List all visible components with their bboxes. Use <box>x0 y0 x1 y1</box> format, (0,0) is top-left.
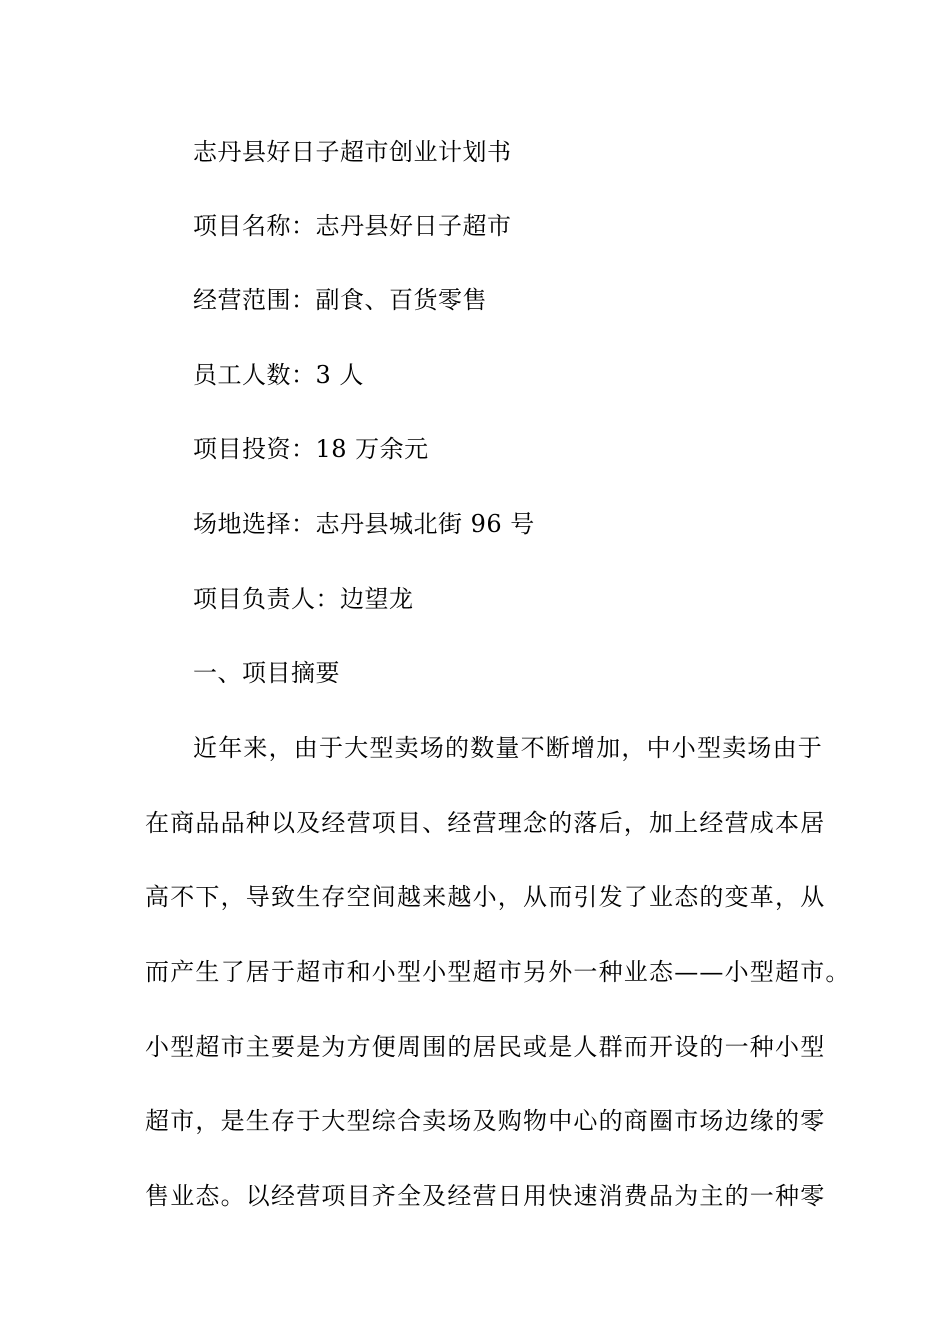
field-staff-count: 员工人数：3 人 <box>193 361 364 389</box>
field-project-lead: 项目负责人：边望龙 <box>193 585 414 613</box>
paragraph-line: 小型超市主要是为方便周围的居民或是人群而开设的一种小型 <box>145 1033 826 1061</box>
paragraph-line: 高不下，导致生存空间越来越小，从而引发了业态的变革，从 <box>145 883 826 911</box>
field-location: 场地选择：志丹县城北街 96 号 <box>193 510 535 538</box>
paragraph-line: 在商品品种以及经营项目、经营理念的落后，加上经营成本居 <box>145 809 826 837</box>
paragraph-line: 售业态。以经营项目齐全及经营日用快速消费品为主的一种零 <box>145 1182 826 1210</box>
field-project-name: 项目名称：志丹县好日子超市 <box>193 212 512 240</box>
paragraph-line: 超市，是生存于大型综合卖场及购物中心的商圈市场边缘的零 <box>145 1107 826 1135</box>
section-heading: 一、项目摘要 <box>193 659 340 687</box>
field-business-scope: 经营范围：副食、百货零售 <box>193 286 487 314</box>
paragraph-line: 而产生了居于超市和小型小型超市另外一种业态——小型超市。 <box>145 958 851 986</box>
document-title: 志丹县好日子超市创业计划书 <box>193 138 512 166</box>
paragraph-line: 近年来，由于大型卖场的数量不断增加，中小型卖场由于 <box>193 734 823 762</box>
field-investment: 项目投资：18 万余元 <box>193 435 429 463</box>
